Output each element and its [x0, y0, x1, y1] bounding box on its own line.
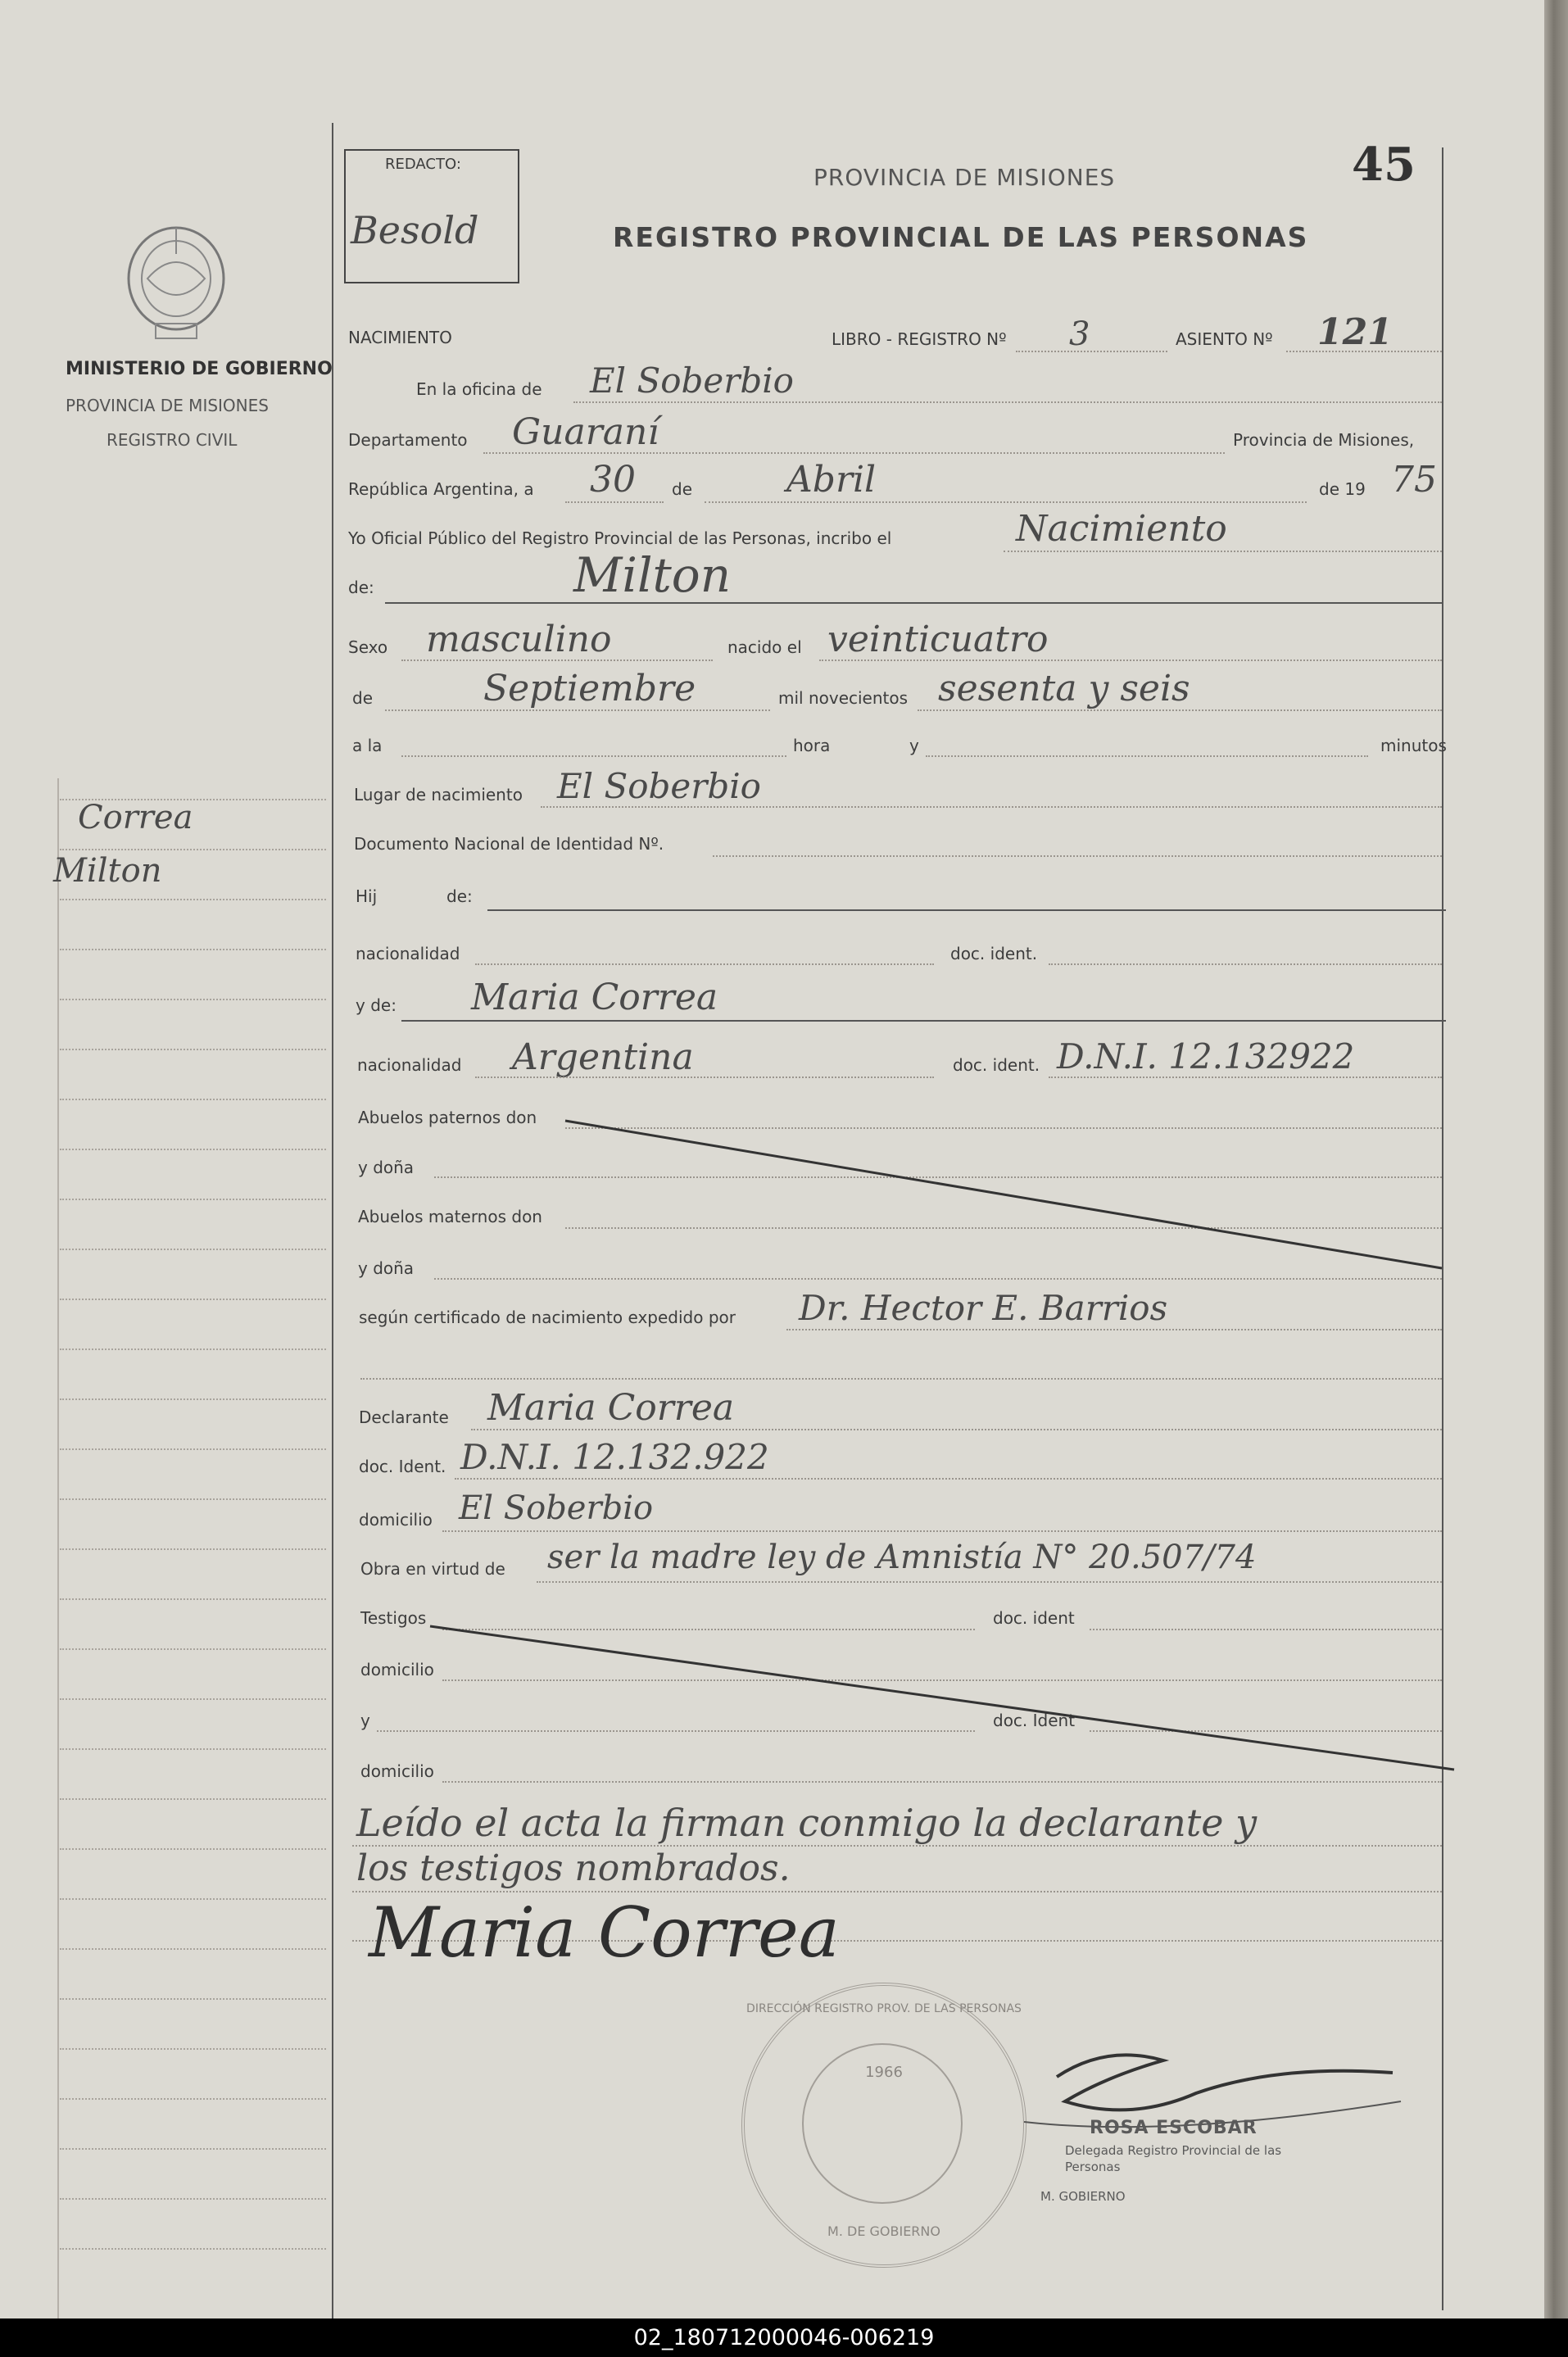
margin-note-surname: Correa	[78, 799, 193, 836]
image-code-footer: 02_180712000046-006219	[0, 2318, 1568, 2357]
asiento-value: 121	[1317, 311, 1393, 353]
margin-rule	[60, 2098, 326, 2100]
ala-label: a la	[352, 736, 383, 755]
anio-label: de 19	[1319, 479, 1366, 499]
ministry-name: MINISTERIO DE GOBIERNO	[66, 359, 333, 379]
margin-rule	[60, 1998, 326, 2000]
testigos-label: Testigos	[360, 1608, 427, 1628]
margin-note-name: Milton	[53, 852, 162, 890]
y-label: y	[909, 736, 919, 755]
madre-value: Maria Correa	[471, 977, 718, 1018]
registry-title: REGISTRO PROVINCIAL DE LAS PERSONAS	[613, 221, 1309, 253]
y-dona-paterna-label: y doña	[358, 1158, 415, 1177]
closing-line-2: los testigos nombrados.	[356, 1847, 791, 1889]
nacido-value: veinticuatro	[827, 619, 1049, 660]
official-name: ROSA ESCOBAR	[1090, 2118, 1258, 2138]
minutos-label: minutos	[1380, 736, 1447, 755]
libro-label: LIBRO - REGISTRO Nº	[832, 329, 1007, 349]
y-de-label: y de:	[356, 995, 397, 1015]
doc-ident2-label: doc. ident.	[953, 1055, 1040, 1075]
certificado-label: según certificado de nacimiento expedido por	[359, 1308, 736, 1327]
domicilio2-label: domicilio	[360, 1660, 434, 1679]
margin-rule	[60, 2048, 326, 2050]
libro-value: 3	[1069, 315, 1090, 353]
hij-de-label: de:	[446, 886, 473, 906]
provincia-suffix: Provincia de Misiones,	[1233, 430, 1415, 450]
nombre-value: Milton	[573, 547, 732, 603]
sexo-label: Sexo	[348, 637, 388, 657]
mes-value: Abril	[786, 459, 877, 501]
hij-label: Hij	[356, 886, 378, 906]
republica-label: República Argentina, a	[348, 479, 534, 499]
nac-anio-value: sesenta y seis	[938, 668, 1190, 709]
seal-text: DIRECCIÓN REGISTRO PROV. DE LAS PERSONAS	[746, 2002, 1022, 2015]
official-title: Delegada Registro Provincial de las Personas	[1065, 2143, 1282, 2174]
sexo-value: masculino	[426, 619, 612, 660]
y2-label: y	[360, 1711, 370, 1730]
emblem-registry: REGISTRO CIVIL	[106, 430, 238, 450]
dni-label: Documento Nacional de Identidad Nº.	[354, 834, 664, 854]
seal-year: 1966	[865, 2064, 903, 2081]
nacido-label: nacido el	[727, 637, 802, 657]
obra-label: Obra en virtud de	[360, 1559, 505, 1579]
mil-label: mil novecientos	[778, 688, 909, 708]
y-dona-materna-label: y doña	[358, 1258, 415, 1278]
redacto-label: REDACTO:	[385, 156, 461, 173]
nacionalidad-label: nacionalidad	[356, 944, 460, 963]
page-number: 45	[1352, 138, 1416, 192]
oficina-value: El Soberbio	[590, 360, 794, 401]
lugar-value: El Soberbio	[557, 766, 761, 806]
oficial-text: Yo Oficial Público del Registro Provincial de las Personas, incribo el	[348, 528, 892, 548]
margin-rule	[60, 1898, 326, 1900]
inscribe-value: Nacimiento	[1016, 508, 1227, 550]
nombre-de-label: de:	[348, 578, 374, 597]
domicilio-label: domicilio	[359, 1510, 433, 1530]
departamento-value: Guaraní	[512, 411, 659, 453]
nacionalidad2-label: nacionalidad	[357, 1055, 462, 1075]
domicilio-value: El Soberbio	[459, 1489, 654, 1527]
nac-de-label: de	[352, 688, 373, 708]
departamento-label: Departamento	[348, 430, 468, 450]
doc-ident4-label: doc. ident	[993, 1608, 1075, 1628]
closing-line-1: Leído el acta la firman conmigo la declarante y	[356, 1801, 1258, 1845]
emblem-province: PROVINCIA DE MISIONES	[66, 396, 269, 415]
doc-ident2-value: D.N.I. 12.132922	[1057, 1036, 1355, 1077]
lugar-label: Lugar de nacimiento	[354, 785, 523, 805]
redacto-signature: Besold	[351, 208, 479, 252]
doc-ident5-label: doc. Ident	[993, 1711, 1076, 1730]
doc-ident-label: doc. ident.	[950, 944, 1038, 963]
dia-value: 30	[590, 459, 636, 501]
margin-rule	[60, 1848, 326, 1850]
abuelos-paternos-label: Abuelos paternos don	[358, 1108, 537, 1127]
closing-dots-1	[352, 1845, 1442, 1847]
hora-label: hora	[793, 736, 831, 755]
oficina-label: En la oficina de	[416, 379, 542, 399]
declarante-signature: Maria Correa	[369, 1892, 840, 1973]
margin-rule	[60, 1948, 326, 1950]
abuelos-maternos-label: Abuelos maternos don	[358, 1207, 542, 1226]
official-seal	[741, 1983, 1026, 2268]
declarante-label: Declarante	[359, 1407, 449, 1427]
margin-rule	[60, 2198, 326, 2200]
doc-ident3-label: doc. Ident.	[359, 1457, 446, 1476]
nac-mes-value: Septiembre	[483, 668, 696, 709]
act-type: NACIMIENTO	[348, 328, 452, 347]
declarante-value: Maria Correa	[487, 1387, 735, 1429]
anio-value: 75	[1391, 459, 1437, 501]
obra-value: ser la madre ley de Amnistía N° 20.507/74	[547, 1539, 1257, 1576]
seal-bottom: M. DE GOBIERNO	[827, 2223, 940, 2239]
margin-rule	[60, 2248, 326, 2250]
margin-rule	[60, 2148, 326, 2150]
official-sub: M. GOBIERNO	[1040, 2189, 1126, 2204]
asiento-label: ASIENTO Nº	[1176, 329, 1273, 349]
nacionalidad2-value: Argentina	[512, 1036, 694, 1078]
de-label: de	[672, 479, 692, 499]
domicilio3-label: domicilio	[360, 1761, 434, 1781]
province-heading: PROVINCIA DE MISIONES	[813, 164, 1116, 191]
doc-ident3-value: D.N.I. 12.132.922	[460, 1437, 769, 1477]
certificado-value: Dr. Hector E. Barrios	[799, 1288, 1168, 1328]
book-edge	[1544, 0, 1568, 2318]
